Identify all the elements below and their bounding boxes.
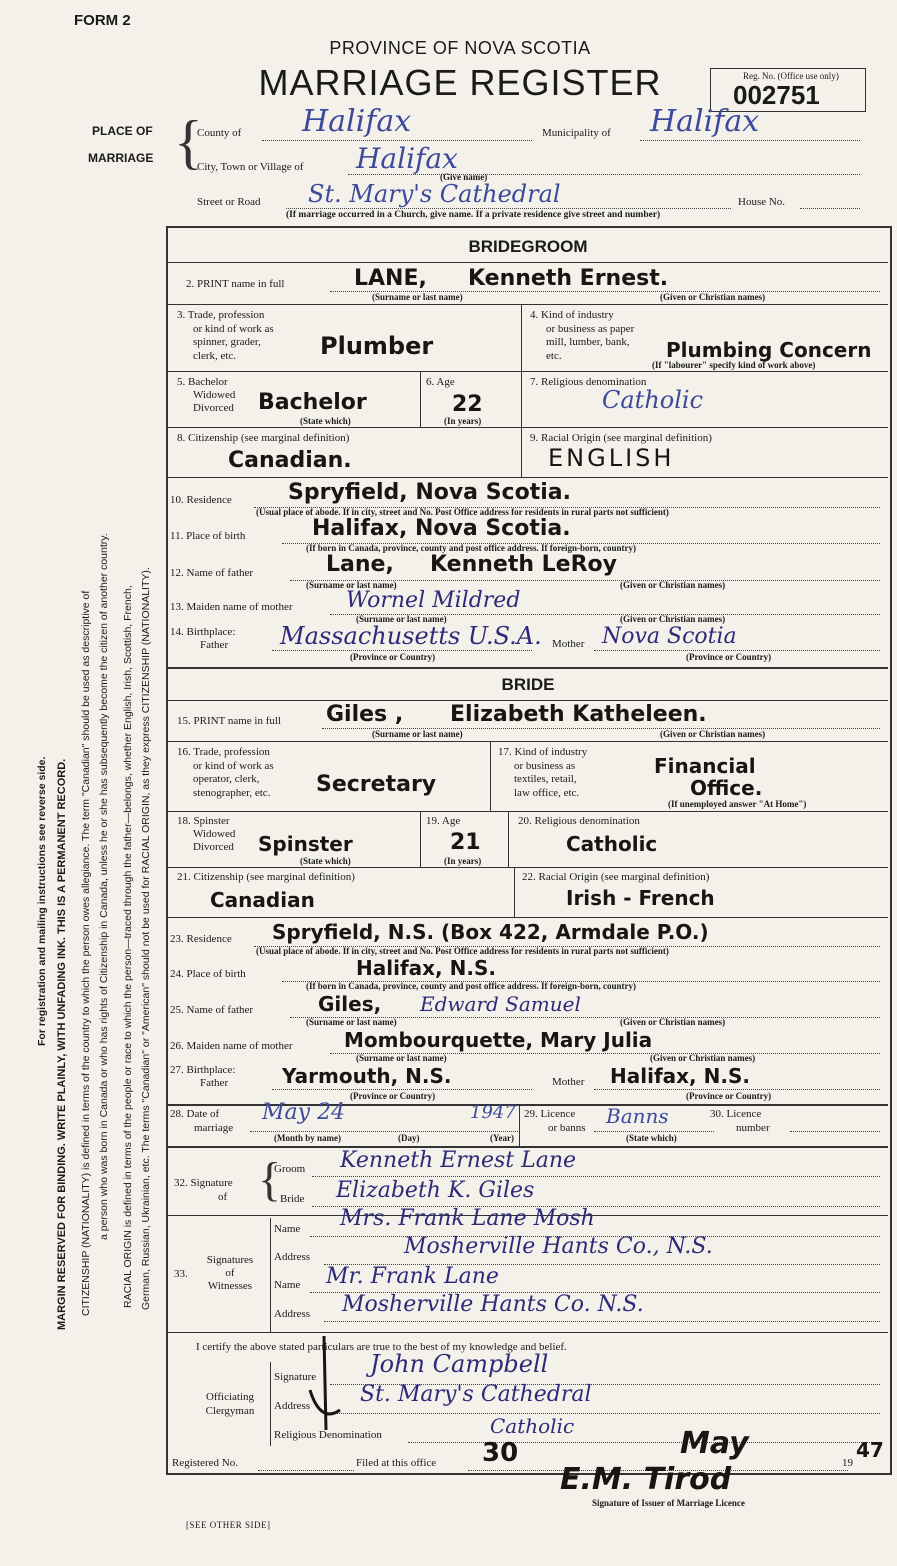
rule xyxy=(168,917,888,918)
birthplace-note: (If born in Canada, province, county and post office address. If foreign-born, country) xyxy=(306,981,637,991)
groom-religion: Catholic xyxy=(602,386,704,414)
rule xyxy=(168,304,888,305)
label-line: number xyxy=(736,1122,770,1134)
clergy-signature: John Campbell xyxy=(370,1350,549,1378)
street-value: St. Mary's Cathedral xyxy=(308,180,561,208)
bride-status: Spinster xyxy=(258,832,353,856)
bride-name-label: 15. PRINT name in full xyxy=(177,715,281,727)
rule xyxy=(168,811,888,812)
margin-citizenship-2: a person who was born in Canada or who has rights of Citizenship in Canada, unless he or she has subsequently become the citizen of another country. xyxy=(98,533,110,1240)
county-value: Halifax xyxy=(302,104,412,139)
mother-label: Mother xyxy=(552,638,585,650)
bride-father-surname: Giles, xyxy=(318,992,382,1016)
registered-no-label: Registered No. xyxy=(172,1457,238,1469)
label-line: spinner, grader, xyxy=(193,336,261,348)
label-line: Officiating xyxy=(205,1391,255,1403)
label-line: or business as paper xyxy=(546,322,635,335)
street-line xyxy=(286,208,731,209)
bride-religion-label: 20. Religious denomination xyxy=(518,815,640,827)
groom-trade-label xyxy=(177,309,274,363)
street-note: (If marriage occurred in a Church, give name. If a private residence give street and number) xyxy=(286,210,661,220)
municipality-label: Municipality of xyxy=(542,127,611,139)
groom-parents-birthplace-label xyxy=(170,626,235,652)
clergy-label xyxy=(190,1390,270,1418)
groom-mother-name: Wornel Mildred xyxy=(346,588,521,613)
rule xyxy=(420,811,421,867)
label-line: 3. Trade, profession xyxy=(177,309,265,321)
given-note: (Given or Christian names) xyxy=(650,1053,756,1063)
surname-note: (Surname or last name) xyxy=(356,1053,447,1063)
groom-citizenship: Canadian. xyxy=(228,448,352,473)
groom-name-label: 2. PRINT name in full xyxy=(186,278,285,290)
given-note: (Given or Christian names) xyxy=(660,729,766,739)
bride-age-note: (In years) xyxy=(444,856,482,866)
bride-birthplace: Halifax, N.S. xyxy=(356,956,496,980)
label-line: Clergyman xyxy=(205,1405,255,1417)
province-note: (Province or Country) xyxy=(686,652,772,662)
groom-father-given: Kenneth LeRoy xyxy=(430,552,617,577)
province-heading: PROVINCE OF NOVA SCOTIA xyxy=(329,38,591,58)
groom-birthplace-label: 11. Place of birth xyxy=(170,530,246,542)
groom-status: Bachelor xyxy=(258,390,367,415)
province-note: (Province or Country) xyxy=(350,1091,436,1101)
surname-note: (Surname or last name) xyxy=(372,729,463,739)
bride-given: Elizabeth Katheleen. xyxy=(450,702,707,727)
rule xyxy=(168,477,888,478)
day-note: (Day) xyxy=(398,1133,420,1143)
form-number: FORM 2 xyxy=(74,12,131,29)
label-line: Widowed xyxy=(193,828,236,840)
certification-text: I certify the above stated particulars are true to the best of my knowledge and belief. xyxy=(196,1341,567,1353)
label-line: etc. xyxy=(546,349,562,362)
rule xyxy=(168,427,888,428)
rule xyxy=(594,1131,714,1132)
clergy-signature-label: Signature xyxy=(274,1371,317,1383)
groom-status-note: (State which) xyxy=(300,416,351,426)
filed-label: Filed at this office xyxy=(356,1457,437,1469)
brace: { xyxy=(258,1153,282,1206)
label-line: Father xyxy=(200,1077,229,1089)
bridegroom-heading: BRIDEGROOM xyxy=(468,237,588,256)
denomination-label: Religious Denomination xyxy=(274,1429,382,1441)
rule xyxy=(521,427,522,477)
label-line: of xyxy=(225,1267,235,1279)
label-line: 29. Licence xyxy=(524,1108,576,1120)
margin-binding: MARGIN RESERVED FOR BINDING. WRITE PLAINLY, WITH UNFADING INK. THIS IS A PERMANENT RECORD. xyxy=(56,758,68,1330)
bride-status-note: (State which) xyxy=(300,856,351,866)
groom-citizenship-label: 8. Citizenship (see marginal definition) xyxy=(177,432,350,444)
birthplace-note: (If born in Canada, province, county and post office address. If foreign-born, country) xyxy=(306,543,637,553)
province-note: (Province or Country) xyxy=(350,652,436,662)
bride-sig-label: Bride xyxy=(280,1193,305,1205)
reg-no-value: 002751 xyxy=(733,80,820,110)
licence-value: Banns xyxy=(606,1104,669,1128)
bride-father-given: Edward Samuel xyxy=(420,992,581,1016)
bride-religion: Catholic xyxy=(566,832,658,856)
label-line: or kind of work as xyxy=(193,322,274,335)
bride-racial: Irish - French xyxy=(566,886,715,910)
rule xyxy=(521,304,522,371)
label-line: 17. Kind of industry xyxy=(498,746,588,758)
surname-note: (Surname or last name) xyxy=(306,580,397,590)
licence-number-label xyxy=(710,1107,770,1135)
clergy-address: St. Mary's Cathedral xyxy=(360,1382,592,1407)
label-line: 5. Bachelor xyxy=(177,376,228,388)
witness-label xyxy=(190,1254,270,1293)
bride-industry-note: (If unemployed answer "At Home") xyxy=(668,799,807,809)
bride-residence-label: 23. Residence xyxy=(170,933,232,945)
groom-birthplace: Halifax, Nova Scotia. xyxy=(312,516,571,541)
margin-citizenship-1: CITIZENSHIP (NATIONALITY) is defined in terms of the country to which the person owes allegiance. The term "Canadian" should be used as descriptive of xyxy=(80,590,92,1316)
groom-father-surname: Lane, xyxy=(326,552,394,577)
witness1-name-label: Name xyxy=(274,1223,301,1235)
filed-month: May xyxy=(680,1426,749,1461)
groom-residence: Spryfield, Nova Scotia. xyxy=(288,480,571,505)
groom-racial: ENGLISH xyxy=(548,444,675,472)
rule xyxy=(508,811,509,867)
rule xyxy=(514,867,515,917)
label-line: 28. Date of xyxy=(170,1108,220,1120)
bride-age: 21 xyxy=(450,830,481,855)
give-name-note: (Give name) xyxy=(440,172,488,182)
bride-industry-line2: Office. xyxy=(690,776,763,800)
rule xyxy=(270,1218,271,1332)
street-label: Street or Road xyxy=(197,196,261,208)
margin-instructions: For registration and mailing instructions see reverse side. xyxy=(36,756,48,1046)
bride-trade-label xyxy=(177,746,274,800)
house-label: House No. xyxy=(738,196,786,208)
bride-surname: Giles , xyxy=(326,702,404,727)
groom-industry-label xyxy=(530,309,634,363)
rule xyxy=(312,1176,880,1177)
label-line: Father xyxy=(200,639,229,651)
bride-industry-line1: Financial xyxy=(654,754,756,778)
bride-racial-label: 22. Racial Origin (see marginal definition) xyxy=(522,871,710,883)
groom-father-birthplace: Massachusetts U.S.A. xyxy=(280,622,542,650)
witness1-address: Mosherville Hants Co., N.S. xyxy=(404,1234,713,1259)
filed-year: 47 xyxy=(856,1438,884,1462)
rule xyxy=(272,1089,532,1090)
label-line: of xyxy=(218,1191,228,1203)
label-line: 16. Trade, profession xyxy=(177,746,270,758)
rule xyxy=(168,262,888,263)
surname-note: (Surname or last name) xyxy=(306,1017,397,1027)
groom-residence-label: 10. Residence xyxy=(170,494,232,506)
residence-note: (Usual place of abode. If in city, street and No. Post Office address for residents in rural parts not sufficient) xyxy=(256,507,669,517)
label-line: Divorced xyxy=(193,402,234,414)
bride-parents-birthplace-label xyxy=(170,1064,235,1090)
marriage-month-day: May 24 xyxy=(262,1100,346,1125)
rule xyxy=(168,371,888,372)
place-label: PLACE OF xyxy=(92,124,153,138)
rule xyxy=(168,867,888,868)
denomination-value: Catholic xyxy=(490,1414,575,1438)
page-title: MARRIAGE REGISTER xyxy=(258,62,662,103)
clergy-address-label: Address xyxy=(274,1400,311,1412)
groom-racial-label: 9. Racial Origin (see marginal definition) xyxy=(530,432,712,444)
issuer-signature: E.M. Tirod xyxy=(560,1462,732,1497)
filed-day: 30 xyxy=(482,1438,519,1468)
witness1-name: Mrs. Frank Lane Mosh xyxy=(340,1206,595,1231)
label-line: marriage xyxy=(194,1122,234,1134)
label-line: textiles, retail, xyxy=(514,773,577,785)
filed-year-prefix: 19 xyxy=(842,1457,853,1469)
licence-label xyxy=(524,1107,586,1135)
groom-sig-label: Groom xyxy=(274,1163,306,1175)
label-line: or banns xyxy=(548,1122,586,1134)
county-line xyxy=(262,140,532,141)
label-line: 4. Kind of industry xyxy=(530,309,614,321)
signature-label xyxy=(174,1176,233,1204)
bride-industry-label xyxy=(498,746,587,800)
given-note: (Given or Christian names) xyxy=(620,580,726,590)
label-line: 14. Birthplace: xyxy=(170,626,236,638)
marriage-year: 1947 xyxy=(470,1102,516,1123)
label-line: operator, clerk, xyxy=(193,773,260,785)
marriage-label: MARRIAGE xyxy=(88,151,154,165)
rule xyxy=(519,1104,520,1146)
rule xyxy=(272,650,532,651)
rule xyxy=(408,1442,880,1443)
groom-trade: Plumber xyxy=(320,332,434,360)
county-label: County of xyxy=(197,127,242,139)
rule xyxy=(324,1413,880,1414)
witness2-address-label: Address xyxy=(274,1308,311,1320)
groom-signature: Kenneth Ernest Lane xyxy=(340,1148,577,1173)
bride-mother-name: Mombourquette, Mary Julia xyxy=(344,1028,653,1052)
reg-no-label: Reg. No. (Office use only) xyxy=(743,71,839,81)
ink-stroke-mark xyxy=(296,1330,356,1440)
bride-trade: Secretary xyxy=(316,772,437,797)
rule xyxy=(168,1332,888,1333)
rule xyxy=(168,741,888,742)
label-line: law office, etc. xyxy=(514,786,580,799)
label-line: Signatures xyxy=(206,1254,254,1266)
label-line: clerk, etc. xyxy=(193,349,237,362)
label-line: 32. Signature xyxy=(174,1177,233,1189)
groom-mother-birthplace: Nova Scotia xyxy=(602,624,737,649)
rule xyxy=(168,700,888,701)
margin-racial-2: German, Russian, Ukrainian, etc. The terms "Canadian" or "American" should not be used for RACIAL ORIGIN, as they express CITIZENSHIP (NATIONALITY). xyxy=(140,567,152,1310)
label-line: or business as xyxy=(514,759,576,772)
witness2-name-label: Name xyxy=(274,1279,301,1291)
label-line: 18. Spinster xyxy=(177,815,230,827)
rule xyxy=(250,1131,518,1132)
bride-father-label: 25. Name of father xyxy=(170,1004,254,1016)
groom-industry: Plumbing Concern xyxy=(666,338,872,362)
label-line: Divorced xyxy=(193,841,234,853)
bride-signature: Elizabeth K. Giles xyxy=(336,1178,535,1203)
label-line: stenographer, etc. xyxy=(193,786,271,799)
licence-note: (State which) xyxy=(626,1133,677,1143)
bride-mother-birthplace: Halifax, N.S. xyxy=(610,1064,750,1088)
label-line: mill, lumber, bank, xyxy=(546,336,630,348)
bride-citizenship-label: 21. Citizenship (see marginal definition) xyxy=(177,871,355,883)
bride-father-birthplace: Yarmouth, N.S. xyxy=(282,1064,452,1088)
witness2-name: Mr. Frank Lane xyxy=(326,1264,499,1289)
groom-given: Kenneth Ernest. xyxy=(468,266,669,291)
groom-father-label: 12. Name of father xyxy=(170,567,254,579)
issuer-label: Signature of Issuer of Marriage Licence xyxy=(592,1498,745,1508)
see-other-side: [SEE OTHER SIDE] xyxy=(186,1520,271,1530)
label-line: 27. Birthplace: xyxy=(170,1064,236,1076)
marriage-date-label xyxy=(170,1107,233,1135)
bride-age-label: 19. Age xyxy=(426,815,461,827)
rule xyxy=(594,650,880,651)
label-line: or kind of work as xyxy=(193,759,274,772)
rule xyxy=(420,371,421,427)
rule xyxy=(790,1131,880,1132)
bride-residence: Spryfield, N.S. (Box 422, Armdale P.O.) xyxy=(272,920,709,944)
given-note: (Given or Christian names) xyxy=(620,1017,726,1027)
brace: { xyxy=(174,109,203,175)
given-note: (Given or Christian names) xyxy=(620,614,726,624)
groom-age: 22 xyxy=(452,392,483,417)
municipality-line xyxy=(640,140,860,141)
rule xyxy=(258,1470,354,1471)
bride-heading: BRIDE xyxy=(501,675,555,694)
label-line: 30. Licence xyxy=(710,1108,762,1120)
label-line: Witnesses xyxy=(207,1280,253,1292)
witness-number: 33. xyxy=(174,1268,188,1280)
city-value: Halifax xyxy=(356,142,458,175)
residence-note: (Usual place of abode. If in city, street and No. Post Office address for residents in rural parts not sufficient) xyxy=(256,946,669,956)
surname-note: (Surname or last name) xyxy=(372,292,463,302)
rule xyxy=(168,667,888,669)
province-note: (Province or Country) xyxy=(686,1091,772,1101)
mother-label: Mother xyxy=(552,1076,585,1088)
groom-status-label xyxy=(177,376,235,415)
bride-birthplace-label: 24. Place of birth xyxy=(170,968,246,980)
witness1-address-label: Address xyxy=(274,1251,311,1263)
groom-industry-note: (If "labourer" specify kind of work above) xyxy=(652,360,816,370)
rule xyxy=(270,1362,271,1446)
city-label: City, Town or Village of xyxy=(197,161,304,173)
bride-mother-label: 26. Maiden name of mother xyxy=(170,1040,293,1052)
year-note: (Year) xyxy=(490,1133,514,1143)
groom-religion-label: 7. Religious denomination xyxy=(530,376,647,388)
bride-status-label xyxy=(177,815,235,854)
rule xyxy=(324,1321,880,1322)
groom-mother-label: 13. Maiden name of mother xyxy=(170,601,293,613)
margin-racial-1: RACIAL ORIGIN is defined in terms of the people or race to which the person—traced through the father—belongs, whether English, Irish, Scottish, French, xyxy=(122,585,134,1308)
groom-age-note: (In years) xyxy=(444,416,482,426)
surname-note: (Surname or last name) xyxy=(356,614,447,624)
bride-citizenship: Canadian xyxy=(210,888,315,912)
municipality-value: Halifax xyxy=(650,104,760,139)
groom-surname: LANE, xyxy=(354,266,427,291)
house-line xyxy=(800,208,860,209)
month-note: (Month by name) xyxy=(274,1133,341,1143)
label-line: Widowed xyxy=(193,389,236,401)
given-note: (Given or Christian names) xyxy=(660,292,766,302)
rule xyxy=(490,741,491,811)
rule xyxy=(521,371,522,427)
rule xyxy=(594,1089,880,1090)
witness2-address: Mosherville Hants Co. N.S. xyxy=(342,1292,644,1317)
groom-age-label: 6. Age xyxy=(426,376,455,388)
